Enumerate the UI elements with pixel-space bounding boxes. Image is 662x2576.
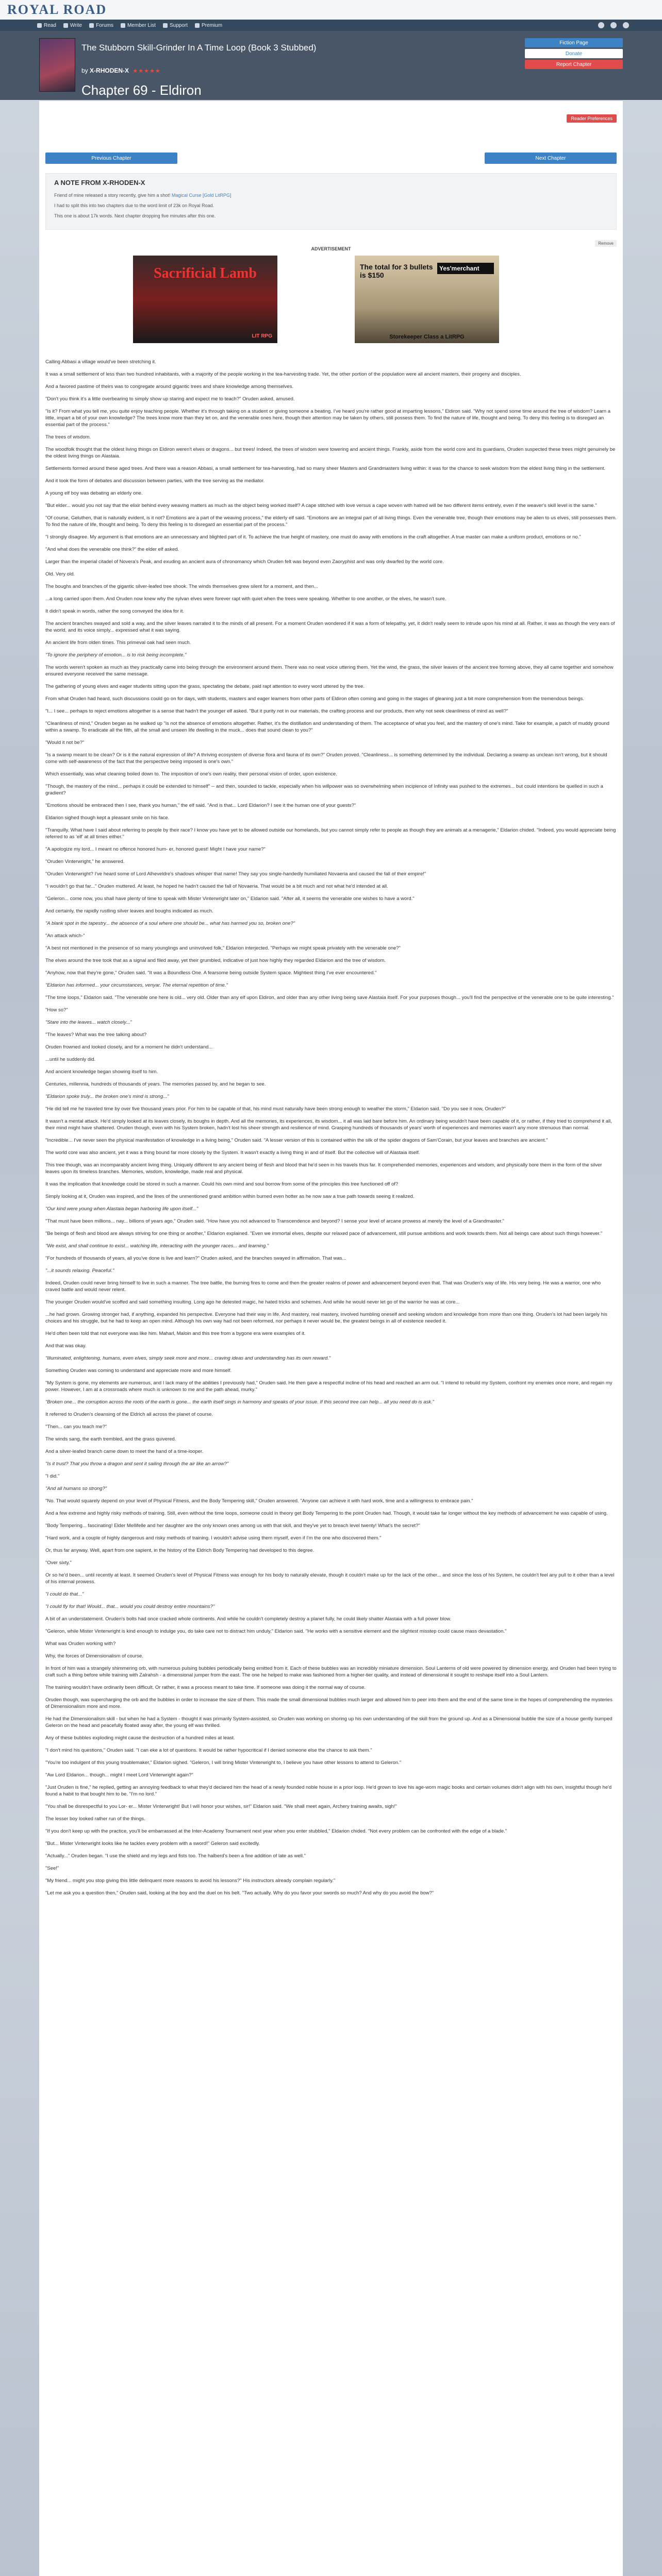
chapter-paragraph: "Eldarion spoke truly... the broken one's mind is strong..." — [45, 1094, 169, 1099]
chapter-paragraph: "I strongly disagree. My argument is that emotions are an unnecessary and blighted part of it. To achieve the true height of mastery, one must do away with emotions in the craft altogether. A true master can make a uniform product, emotions or no." — [45, 534, 581, 540]
chapter-paragraph: "I could do that..." — [45, 1591, 84, 1597]
advertisement — [45, 240, 617, 348]
chapter-paragraph: "That must have been millions... nay... billions of years ago," Oruden said. "How have you not advanced to Transcendence and beyond? I sense your level of arcane prowess at merely the level of a Grandmaster." — [45, 1218, 504, 1224]
chapter-paragraph: Or so he'd been... until recently at least. It seemed Oruden's level of Physical Fitness was enough for his body to naturally elevate, though it couldn't make up for the lack of the other... and since the loss of his System, he couldn't feel any pull to it other than a level of his internal prowess. — [45, 1572, 615, 1585]
chapter-paragraph: This tree though, was an incomparably ancient living thing. Uniquely different to any ancient being of flesh and blood that he'd seen in his travels thus far. It comprehended memories, experiences and wisdom, and physically bore them in the form of the silver leaves upon its timeless branches. Memories, wisdom, knowledge, made real and physical. — [45, 1162, 602, 1175]
ad-banner-storekeeper[interactable] — [355, 256, 499, 343]
author-stars: ★★★★★ — [133, 68, 161, 74]
nav-read-label: Read — [44, 22, 56, 28]
nav-write-label: Write — [70, 22, 82, 28]
chapter-paragraph: The younger Oruden would've scoffed and said something insulting. Long ago he detested magic, he hated tricks and schemes. And while he would never let go of the warrior he was at core... — [45, 1299, 460, 1305]
author-prefix: by — [81, 67, 88, 74]
chapter-paragraph: "Just Oruden is fine," he replied, getting an annoying feedback to what they'd declared him the head of a newly founded noble house in a prior loop. He'd grown to love his age-worn magic books and certain volumes didn't align with his own, insightful though he'd found a habit to that bought him to be. "I'm no lord." — [45, 1785, 612, 1797]
chapter-paragraph: "And what does the venerable one think?" the elder elf asked. — [45, 547, 179, 552]
author-note-line: I had to split this into two chapters due to the word limit of 23k on Royal Road. — [54, 203, 214, 208]
chapter-paragraph: "For hundreds of thousands of years, all you've done is live and learn?" Oruden asked, and the branches swayed in affirmation. That was... — [45, 1256, 346, 1261]
chapter-paragraph: "Anyhow, now that they're gone," Oruden said. "It was a Boundless One. A fearsome being outside System space. Mightiest thing I've ever encountered." — [45, 970, 377, 976]
chapter-paragraph: "Is it? From what you tell me, you quite enjoy teaching people. Whether it's through taking on a student or giving someone a beating. I've heard you're rather good at imparting lessons," Eldiron said. "Why not spend some time around the tree of wisdom? Learn a little, impart a bit of your own knowledge? The trees know more than they let on, and the venerable ones here, though their attention may be taken by others, still possess them. To find the nature of life, thought and being. To deny this feeling is to disregard an essential part of the process." — [45, 409, 611, 428]
chapter-paragraph: And certainly, the rapidly rustling silver leaves and boughs indicated as much. — [45, 908, 213, 914]
book-icon — [37, 23, 42, 28]
chapter-paragraph: "Would it not be?" — [45, 740, 85, 745]
ad2-bubble: Yes'merchant — [437, 263, 494, 274]
chapter-paragraph: It didn't speak in words, rather the song conveyed the idea for it. — [45, 608, 185, 614]
chapter-paragraph: "But elder... would you not say that the elixir behind every weaving matters as much as the object being worked itself? A cape stitched with love versus a cape woven with hatred will be two different items entirely, even if the weaver's skill level is the same." — [45, 503, 597, 509]
chapter-paragraph: It was a small settlement of less than two hundred inhabitants, with a majority of the people working in the tea-harvesting trade. Yet, the other portion of the population were all ancient masters, their progeny and disciples. — [45, 371, 521, 377]
chapter-paragraph: Any of these bubbles exploding might cause the destruction of a hundred miles at least. — [45, 1735, 235, 1741]
chapter-paragraph: Calling Abbasi a village would've been stretching it. — [45, 359, 156, 365]
chapter-paragraph: A bit of an understatement. Oruden's bolts had once cracked whole continents. And while he couldn't completely destroy a planet fully, he could likely shatter Alastaia with a full power blow. — [45, 1616, 452, 1622]
site-logo-bar — [0, 0, 662, 20]
notification-icon[interactable] — [598, 22, 604, 28]
chapter-paragraph: It was the implication that knowledge could be stored in such a manner. Could his own mind and soul borrow from some of the principles this tree functioned off of? — [45, 1181, 399, 1187]
chapter-paragraph: Larger than the imperial citadel of Novera's Peak, and exuding an ancient aura of chronomancy which Oruden felt was beyond even Zaoryphist and was only dwarfed by the world core. — [45, 559, 444, 565]
chapter-paragraph: "Emotions should be embraced then I see, thank you human," the elf said. "And is that... Lord Eldarion? I see it the human one of your guests?" — [45, 803, 356, 808]
reader-preferences-button[interactable]: Reader Preferences — [567, 114, 617, 123]
previous-chapter-button[interactable]: Previous Chapter — [45, 152, 177, 164]
chapter-paragraph: The lesser boy looked rather run of the things. — [45, 1816, 145, 1822]
chapter-paragraph: "Cleanliness of mind," Oruden began as he walked up "is not the absence of emotions altogether. Rather, it's the distillation and understanding of them. The acceptance of what you feel, and the mastery of one's mind. Take for example, a patch of muddy ground within a swamp. To eradicate all the filth, all the small and unseen life dwelling in the muck... does that sound clean to you?" — [45, 721, 609, 733]
author-note-link[interactable]: Magical Curse [Gold LitRPG] — [171, 193, 231, 198]
chapter-paragraph: The gathering of young elves and eager students sitting upon the grass, spectating the debate, paid rapt attention to every word uttered by the tree. — [45, 684, 365, 689]
nav-read[interactable] — [37, 23, 56, 28]
ad2-subtitle: Storekeeper Class a LitRPG — [389, 334, 465, 340]
chapter-paragraph: And a favored pastime of theirs was to congregate around gigantic trees and share knowledge among themselves. — [45, 384, 294, 389]
nav-forums[interactable] — [89, 23, 113, 28]
chapter-paragraph: "Then... can you teach me?" — [45, 1424, 107, 1430]
book-cover[interactable] — [39, 38, 75, 92]
chapter-paragraph: "Body Tempering... fascinating! Elder Mellifelle and her daughter are the only known ones among us with that skill, and they've yet to breach level twenty! What's the secret?" — [45, 1523, 420, 1529]
chapter-paragraph: A young elf boy was debating an elderly one. — [45, 490, 143, 496]
chapter-paragraph: He had the Dimensionalism skill - but when he had a System - thought it was primarily System-assisted, so Oruden was working on shoring up his own understanding of the skill from the ground up. And as a Dimensional bubble the size of a house gently bumped Geleron on the head and peacefully floated away after, the young elf was thrilled. — [45, 1716, 613, 1728]
chapter-container — [39, 101, 623, 2576]
report-chapter-button[interactable]: Report Chapter — [525, 60, 623, 69]
chapter-paragraph: "Though, the mastery of the mind... perhaps it could be extended to himself" -- and then, sounded to tackle, especially when his willpower was so overwhelming when incipience of Infinity was pushed to the extremes... but could intentions be quelled in such a gradient? — [45, 784, 603, 796]
chapter-paragraph: "We exist, and shall continue to exist... watching life, interacting with the younger races... and learning." — [45, 1243, 269, 1249]
chapter-paragraph: ...until he suddenly did. — [45, 1057, 96, 1062]
star-icon — [195, 23, 200, 28]
chapter-paragraph: "The leaves? What was the tree talking about? — [45, 1032, 147, 1038]
chapter-paragraph: "Illuminated, enlightening, humans, even elves, simply seek more and more... craving ideas and understanding has its own reward." — [45, 1355, 331, 1361]
chapter-paragraph: The ancient branches swayed and sold a way, and the silver leaves narrated it to the minds of all present. For a moment Oruden wondered if it was a form of telepathy, yet, it didn't really seem to intrude upon his mind at all. Rather, it was as though the very ears of the world, and its voice simply... expressed what it was saying. — [45, 621, 615, 633]
chapter-paragraph: Something Oruden was coming to understand and appreciate more and more himself. — [45, 1368, 232, 1374]
chapter-paragraph: "I wouldn't go that far..." Oruden muttered. At least, he hoped he hadn't caused the fall of Novaeria. That would be a bit much and not what he'd intended at all. — [45, 884, 388, 889]
support-icon — [163, 23, 168, 28]
chapter-paragraph: "Be beings of flesh and blood are always striving for one thing or another," Eldarion explained. "Even we immortal elves, despite our relaxed pace of advancement, still pursue ambitions and work towards them. Not all beings care about such things however." — [45, 1231, 603, 1236]
chapter-paragraph: "A blank spot in the tapestry... the absence of a soul where one should be... what has harmed you so, broken one?" — [45, 921, 295, 926]
users-icon — [121, 23, 125, 28]
chapter-paragraph: And a few extreme and highly risky methods of training. Still, even without the time loops, someone could in theory get Body Tempering to the point Oruden had. Though, it would take far longer without the key methods of advancement he was capable of using. — [45, 1511, 608, 1516]
chapter-paragraph: Or, thus far anyway. Well, apart from one sapient, in the history of the Eldrich Body Tempering had developed to this degree. — [45, 1548, 315, 1553]
author-link[interactable]: X-RHODEN-X — [90, 67, 129, 74]
chapter-paragraph: "My System is gone, my elements are numerous, and I lack many of the abilities I previously had," Oruden said. He then gave a respectful incline of his head and reached an arm out. "I intend to rebuild my System, confront my enemies once more, and regain my power. However, I am at a crossroads where much is unknown to me and the path ahead, murky." — [45, 1380, 613, 1393]
ad1-title: Sacrificial Lamb — [154, 265, 257, 281]
nav-premium[interactable] — [195, 23, 222, 28]
chapter-paragraph: "A best not mentioned in the presence of so many younglings and uninvolved folk," Eldarion interjected. "Perhaps we might speak privately with the venerable one?" — [45, 945, 401, 951]
chapter-paragraph: Centuries, millennia, hundreds of thousands of years. The memories passed by, and he began to see. — [45, 1081, 266, 1087]
chapter-paragraph: Indeed, Oruden could never bring himself to live in such a manner. The tree battle, the burning fires to come and then the greater realms of power and advancement beyond even that. That was Oruden's way of life. His very being. He was a warrior, one who craved battle and would never relent. — [45, 1280, 601, 1293]
chapter-paragraph: "Geleron, while Mister Vinterwright is kind enough to indulge you, do take care not to distract him unduly," Eldarion said. "He works with a sensitive element and the slightest misstep could cause mass devastation." — [45, 1629, 507, 1634]
fiction-header — [0, 31, 662, 100]
chapter-paragraph: "Our kind were young when Alastaia began harboring life upon itself..." — [45, 1206, 198, 1212]
chapter-paragraph: "Eldarion has informed... your circumstances, venyar. The eternal repetition of time." — [45, 982, 228, 988]
chapter-paragraph: "You shall be disrespectful to you Lor- er... Mister Vinterwright! But I will honor your wishes, sir!" Eldarion said. "We shall meet again, Archery training awaits, sigh!" — [45, 1804, 397, 1809]
chapter-paragraph: And ancient knowledge began showing itself to him. — [45, 1069, 158, 1075]
fiction-page-button[interactable]: Fiction Page — [525, 38, 623, 47]
chapter-paragraph: "Is it trust? That you throw a dragon and sent it sailing through the air like an arrow?" — [45, 1461, 229, 1467]
chapter-paragraph: The training wouldn't have ordinarily been difficult. Or rather, it was a process meant to take time. If someone was doing it the normal way of course. — [45, 1685, 366, 1690]
chapter-paragraph: "Aw Lord Eldarion... though... might I meet Lord Vinterwright again?" — [45, 1772, 193, 1778]
chapter-paragraph: "No. That would squarely depend on your level of Physical Fitness, and the Body Tempering skill," Oruden answered. "Anyone can achieve it with hard work, time and a willingness to embrace pain." — [45, 1498, 473, 1504]
chapter-paragraph: "How so?" — [45, 1007, 68, 1013]
chapter-paragraph: The trees of wisdom. — [45, 434, 91, 440]
pen-icon — [63, 23, 68, 28]
chapter-paragraph: Oruden though, was supercharging the orb and the bubbles in order to increase the size of them. This made the small dimensional bubbles much larger and allowed him to peer into them and the end of the same time in the hopes of comprehending the mysteries of Dimensionalism more and more. — [45, 1697, 613, 1709]
chapter-paragraph: "Oruden Vinterwright? I've heard some of Lord Alheveldre's shadows whisper that name! They say you single-handedly humiliated Novaeria and caused the fall of their empire!" — [45, 871, 426, 877]
chapter-paragraph: "To ignore the periphery of emotion... is to risk being incomplete." — [45, 652, 187, 658]
chapter-paragraph: And it took the form of debates and discussion between parties, with the tree serving as the mediator. — [45, 478, 265, 484]
chapter-paragraph: "Let me ask you a question then," Oruden said, looking at the boy and the duel on his belt. "Two actually. Why do you favor your swords so much? And why do you avoid the bow?" — [45, 1890, 434, 1896]
nav-forums-label: Forums — [96, 22, 113, 28]
chapter-paragraph: "I did." — [45, 1473, 60, 1479]
chapter-paragraph: "But... Mister Vinterwright looks like he tackles every problem with a sword!" Geleron said excitedly. — [45, 1841, 260, 1846]
nav-member-list-label: Member List — [127, 22, 156, 28]
chapter-paragraph: An ancient life from olden times. This primeval oak had seen much. — [45, 640, 191, 646]
site-logo[interactable]: ROYAL ROAD — [7, 2, 107, 17]
ad-label: ADVERTISEMENT — [311, 246, 351, 251]
header-actions — [525, 38, 623, 69]
chapter-paragraph: "Stare into the leaves... watch closely..." — [45, 1020, 132, 1025]
chapter-paragraph: In front of him was a strangely shimmering orb, with numerous pulsing bubbles periodically being emitted from it. Each of these bubbles was an incredibly miniature dimension. Soul Lanterns of old were powered by dimension energy, and Oruden had been trying to craft such a thing before while training with Zalrahsh - a dimensional jumper from the east. The one he helped to make was fashioned from a higher-tier quality, and instead of dimensional it sought to reshape itself into a Soul Lantern. — [45, 1666, 617, 1678]
chapter-paragraph: "An attack which-" — [45, 933, 85, 939]
author-note-heading: A NOTE FROM X-RHODEN-X — [54, 179, 145, 187]
chapter-content — [45, 359, 617, 1902]
chapter-paragraph: Simply looking at it, Oruden was inspired, and the lines of the unmentioned grand ambition within burned even hotter as he now saw a true path towards seeing it realized. — [45, 1194, 415, 1199]
chapter-paragraph: ...a long carried upon them. And Oruden now knew why the sylvan elves were forever rapt with quiet when the trees were speaking. Whether to one another, or the elves, he wasn't sure. — [45, 596, 446, 602]
nav-support-label: Support — [169, 22, 188, 28]
chapter-paragraph: Settlements formed around these aged trees. And there was a reason Abbasi, a small settlement for tea-harvesting, had so many sheer Masters and Grandmasters living within: it was for the chance to seek wisdom from the eldest living thing in the settlement. — [45, 466, 606, 471]
chapter-paragraph: He'd often been told that not everyone was like him. Maharl, Maloin and this tree from a bygone era were examples of it. — [45, 1331, 306, 1336]
chapter-paragraph: "Broken one... the corruption across the roots of the earth is gone... the earth itself sings in harmony and speaks of your issue. If this second tree can help... all you need do is ask." — [45, 1399, 434, 1405]
chapter-paragraph: It wasn't a mental attack. He'd simply looked at its leaves closely, its boughs in depth. And all the memories, its experiences, its wisdom... it all was laid bare before him. An ordinary being wouldn't have been capable of it, or rather, if they tried to comprehend it all, their mind might have shattered. Oruden though, even with his System broken, hadn't lost his sheer strength and resilience of mind. Grasping hundreds of thousands of years' worth of experiences and memories wasn't any more strenuous than normal. — [45, 1118, 612, 1131]
chapter-paragraph: Old. Very old. — [45, 571, 75, 577]
author-note-line: Friend of mine released a story recently, give him a shot! Magical Curse [Gold LitRPG] — [54, 193, 231, 198]
chapter-paragraph: Which essentially, was what cleaning boiled down to. The imposition of one's own reality, their personal vision of order, upon existence. — [45, 771, 337, 777]
top-nav — [0, 20, 662, 31]
remove-ads-button[interactable]: Remove — [595, 240, 617, 247]
chapter-paragraph: "See!" — [45, 1866, 59, 1871]
author-note — [45, 173, 617, 230]
chapter-paragraph: "...it sounds relaxing. Peaceful." — [45, 1268, 114, 1274]
ad2-title: The total for 3 bullets is $150 — [360, 263, 433, 279]
chapter-paragraph: The woodfolk thought that the oldest living things on Eldiron weren't elves or dragons... but trees! Indeed, the trees of wisdom were towering and ancient things. Frankly, aside from the world core and its guardians, Oruden suspected these trees might genuinely be the oldest living things on Alastaia. — [45, 447, 616, 459]
chapter-paragraph: The elves around the tree took that as a signal and filed away, yet their grumbled, indicative of just how highly they regarded Eldarion and the tree of wisdom. — [45, 958, 386, 963]
chapter-paragraph: From what Oruden had heard, such discussions could go on for days, with students, masters and eager learners from other parts of Eldiron often coming and going in the stages of gleaning just a bit more comprehension from the tremendous beings. — [45, 696, 585, 702]
book-title[interactable]: The Stubborn Skill-Grinder In A Time Loop (Book 3 Stubbed) — [81, 43, 317, 53]
chapter-paragraph: "A apologize my lord... I meant no offence honored hum- er, honored guest! Might I have your name?" — [45, 846, 266, 852]
chapter-paragraph: And a silver-leafed branch came down to meet the hand of a time-looper. — [45, 1449, 204, 1454]
author-note-line: This one is about 17k words. Next chapter dropping five minutes after this one. — [54, 213, 216, 218]
chapter-navigation — [45, 152, 617, 165]
chapter-paragraph: The world core was also ancient, yet it was a thing bound far more closely by the System. It wasn't exactly a living thing in and of itself. But the collective will of Alastaia itself. — [45, 1150, 420, 1156]
messages-icon[interactable] — [610, 22, 617, 28]
chapter-paragraph: "Incredible... I've never seen the physical manifestation of knowledge in a living being," Oruden said. "A lesser version of this is contained within the silk of the spider dragons of Sam'Corain, but your leaves and branches are ancient." — [45, 1138, 548, 1143]
nav-member-list[interactable] — [121, 23, 156, 28]
chapter-paragraph: The boughs and branches of the gigantic silver-leafed tree shook. The winds themselves grew silent for a moment, and then... — [45, 584, 318, 589]
chapter-paragraph: "Of course, Geluthen, that is naturally evident, is it not? Emotions are a part of the weaving process," the elderly elf said. "Emotions are an integral part of all living things. Even the venerable tree, though their emotions may be alien to us elves, still possesses them. To find the nature of life, thought and being. To deny this feeling is to disregard an essential part of the process." — [45, 515, 617, 528]
chapter-paragraph: Why, the forces of Dimensionalism of course. — [45, 1653, 143, 1659]
chapter-paragraph: "Actually..." Oruden began. "I use the shield and my legs and fists too. The halberd's been a fine addition of late as well." — [45, 1853, 306, 1859]
donate-button[interactable]: Donate — [525, 49, 623, 58]
nav-premium-label: Premium — [202, 22, 223, 28]
chapter-paragraph: What was Oruden working with? — [45, 1641, 116, 1647]
avatar[interactable] — [623, 22, 629, 28]
chapter-paragraph: "I... I see... perhaps to reject emotions altogether is a sense that hadn't the younger elf asked. "But it purity not in our materials, the crafting process and our products, then why not seek cleanliness of mind as well?" — [45, 708, 508, 714]
chapter-paragraph: "Don't you think it's a little overbearing to simply show up staring and expect me to teach?" Oruden asked, amused. — [45, 396, 295, 402]
chapter-paragraph: "Is a swamp meant to be clean? Or is it the natural expression of life? A thriving ecosystem of diverse flora and fauna of its own?" Oruden proved. "Cleanliness... is something determined by the individual. Declaring a swamp as unclean isn't wrong, but it should come with self-awareness of the fact that the perspective being imposed is one's own." — [45, 752, 607, 765]
next-chapter-button[interactable]: Next Chapter — [485, 152, 617, 164]
comments-icon — [89, 23, 94, 28]
chapter-paragraph: Eldarion sighed though kept a pleasant smile on his face. — [45, 815, 170, 821]
chapter-paragraph: "If you don't keep up with the practice, you'll be embarrassed at the Inter-Academy Tournament next year when you enter stubbled," Eldarion chided. "Not every problem can be confronted with the edge of a blade." — [45, 1828, 507, 1834]
chapter-paragraph: "Tranquilly. What have I said about referring to people by their race? I know you have yet to be allowed outside our homelands, but you cannot simply refer to people as though they are animals at a menagerie," Eldarion chided. "Indeed, you would appreciate being referred to as 'elf' at all times either." — [45, 827, 616, 840]
chapter-paragraph: "Oruden Vinterwright," he answered. — [45, 859, 125, 865]
chapter-title: Chapter 69 - Eldiron — [81, 82, 202, 98]
author-line — [81, 67, 161, 74]
chapter-paragraph: "Over sixty." — [45, 1560, 72, 1566]
chapter-paragraph: "I could fly for that! Would... that... would you could destroy entire mountains?" — [45, 1604, 215, 1609]
nav-write[interactable] — [63, 23, 82, 28]
chapter-paragraph: "Hard work, and a couple of highly dangerous and risky methods of training. I wouldn't advise using them myself, even if I'm the one who discovered them." — [45, 1535, 382, 1541]
ad1-subtitle: LIT RPG — [252, 333, 272, 339]
chapter-paragraph: The words weren't spoken as much as they practically came into being through the environment around them. There was no neat voice uttering them. Yet the wind, the grass, the silver leaves of the ancient tree forming above, they all came together and somehow ensured everyone received the same message. — [45, 665, 614, 677]
chapter-paragraph: "And all humans so strong?" — [45, 1486, 107, 1492]
chapter-paragraph: And that was okay. — [45, 1343, 87, 1349]
chapter-paragraph: "I don't mind his questions," Oruden said. "I can eke a lot of questions. It would be rather hypocritical if I denied someone else the chance to ask them." — [45, 1748, 372, 1753]
chapter-paragraph: ...he had grown. Growing stronger had, if anything, expanded his perspective. Everyone had their way in life. And mastery, real mastery, involved humbling oneself and seeking wisdom and knowledge from more than one thing. Oruden's lot had been largely his choices and his struggle, but he had to keep an open mind. Although his own way had not been reformed, nor perhaps it never would be, the greatest beings in all of existence needed it. — [45, 1312, 607, 1324]
nav-support[interactable] — [163, 23, 188, 28]
chapter-paragraph: "Geleron... come now, you shall have plenty of time to speak with Mister Vinterwright later on," Eldarion said. "After all, it seems the venerable one wishes to have a word." — [45, 896, 415, 902]
chapter-paragraph: The winds sang, the earth trembled, and the grass quivered. — [45, 1436, 176, 1442]
chapter-paragraph: It referred to Oruden's cleansing of the Eldrich all across the planet of course. — [45, 1412, 213, 1417]
nav-user-tools — [598, 22, 662, 28]
chapter-paragraph: "He did tell me he traveled time by over five thousand years prior. For him to be capable of that, his mind must naturally have been strong enough to weather the storm," Eldarion said. "Do you see it now, Oruden?" — [45, 1106, 506, 1112]
ad-banner-sacrificial-lamb[interactable] — [133, 256, 277, 343]
chapter-paragraph: "The time loops," Eldarion said. "The venerable one here is old... very old. Older than any elf upon Eldiron, and older than any other living being save Alastaia itself. For your purposes though... you'll find the perspective of the venerable one to be quite interesting." — [45, 995, 614, 1001]
chapter-paragraph: "You're too indulgent of this young troublemaker," Eldarion sighed. "Geleron, I will bring Mister Vinterwright to, I believe you have other lessons to attend to Geleron." — [45, 1760, 402, 1766]
chapter-paragraph: "My friend... might you stop giving this little delinquent more reasons to avoid his lessons?" His instructors already complain regularly." — [45, 1878, 336, 1884]
chapter-paragraph: Oruden frowned and looked closely, and for a moment he didn't understand... — [45, 1044, 213, 1050]
